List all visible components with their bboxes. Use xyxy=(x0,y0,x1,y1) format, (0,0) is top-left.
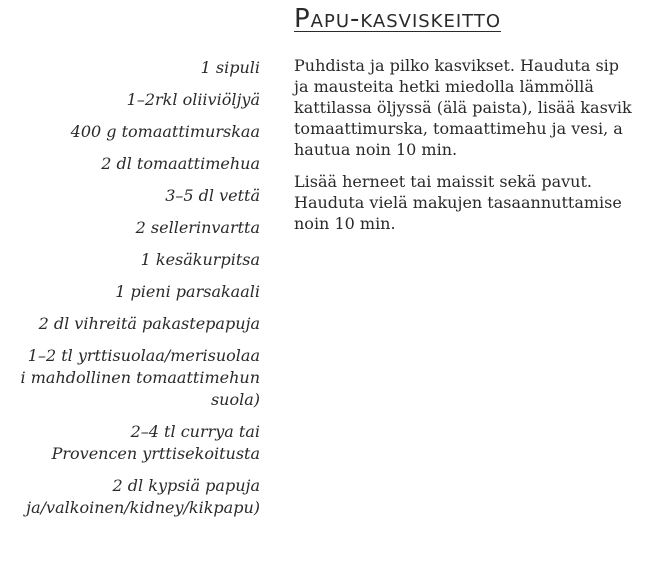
ingredient-item: 400 g tomaattimurskaa xyxy=(70,122,260,141)
ingredient-item: 2 dl vihreitä pakastepapuja xyxy=(38,314,260,333)
ingredient-item: 2 dl tomaattimehua xyxy=(101,154,260,173)
ingredient-list xyxy=(0,57,260,529)
ingredient-item: 2–4 tl currya tai Provencen yrttisekoitusta xyxy=(51,422,260,463)
ingredient-item: 1–2 tl yrttisuolaa/merisuolaa i mahdollinen tomaattimehun suola) xyxy=(20,346,260,409)
method-paragraph: Lisää herneet tai maissit sekä pavut. Hauduta vielä makujen tasaannuttamise noin 10 min. xyxy=(294,172,622,233)
ingredient-item: 2 dl kypsiä papuja ja/valkoinen/kidney/kikpapu) xyxy=(26,476,260,517)
recipe-title: Papu-kasviskeitto xyxy=(294,4,502,34)
ingredient-item: 2 sellerinvartta xyxy=(135,218,260,237)
method-paragraph: Puhdista ja pilko kasvikset. Hauduta sip ja mausteita hetki miedolla lämmöllä kattilassa öljyssä (älä paista), lisää kasvik tomaattimurska, tomaattimehu ja vesi, a hautua noin 10 min. xyxy=(294,56,632,159)
method-text xyxy=(294,55,660,245)
ingredient-item: 1–2rkl oliiviöljyä xyxy=(126,90,260,109)
ingredient-item: 1 sipuli xyxy=(200,58,260,77)
ingredient-item: 3–5 dl vettä xyxy=(165,186,260,205)
ingredient-item: 1 pieni parsakaali xyxy=(115,282,260,301)
ingredient-item: 1 kesäkurpitsa xyxy=(140,250,260,269)
